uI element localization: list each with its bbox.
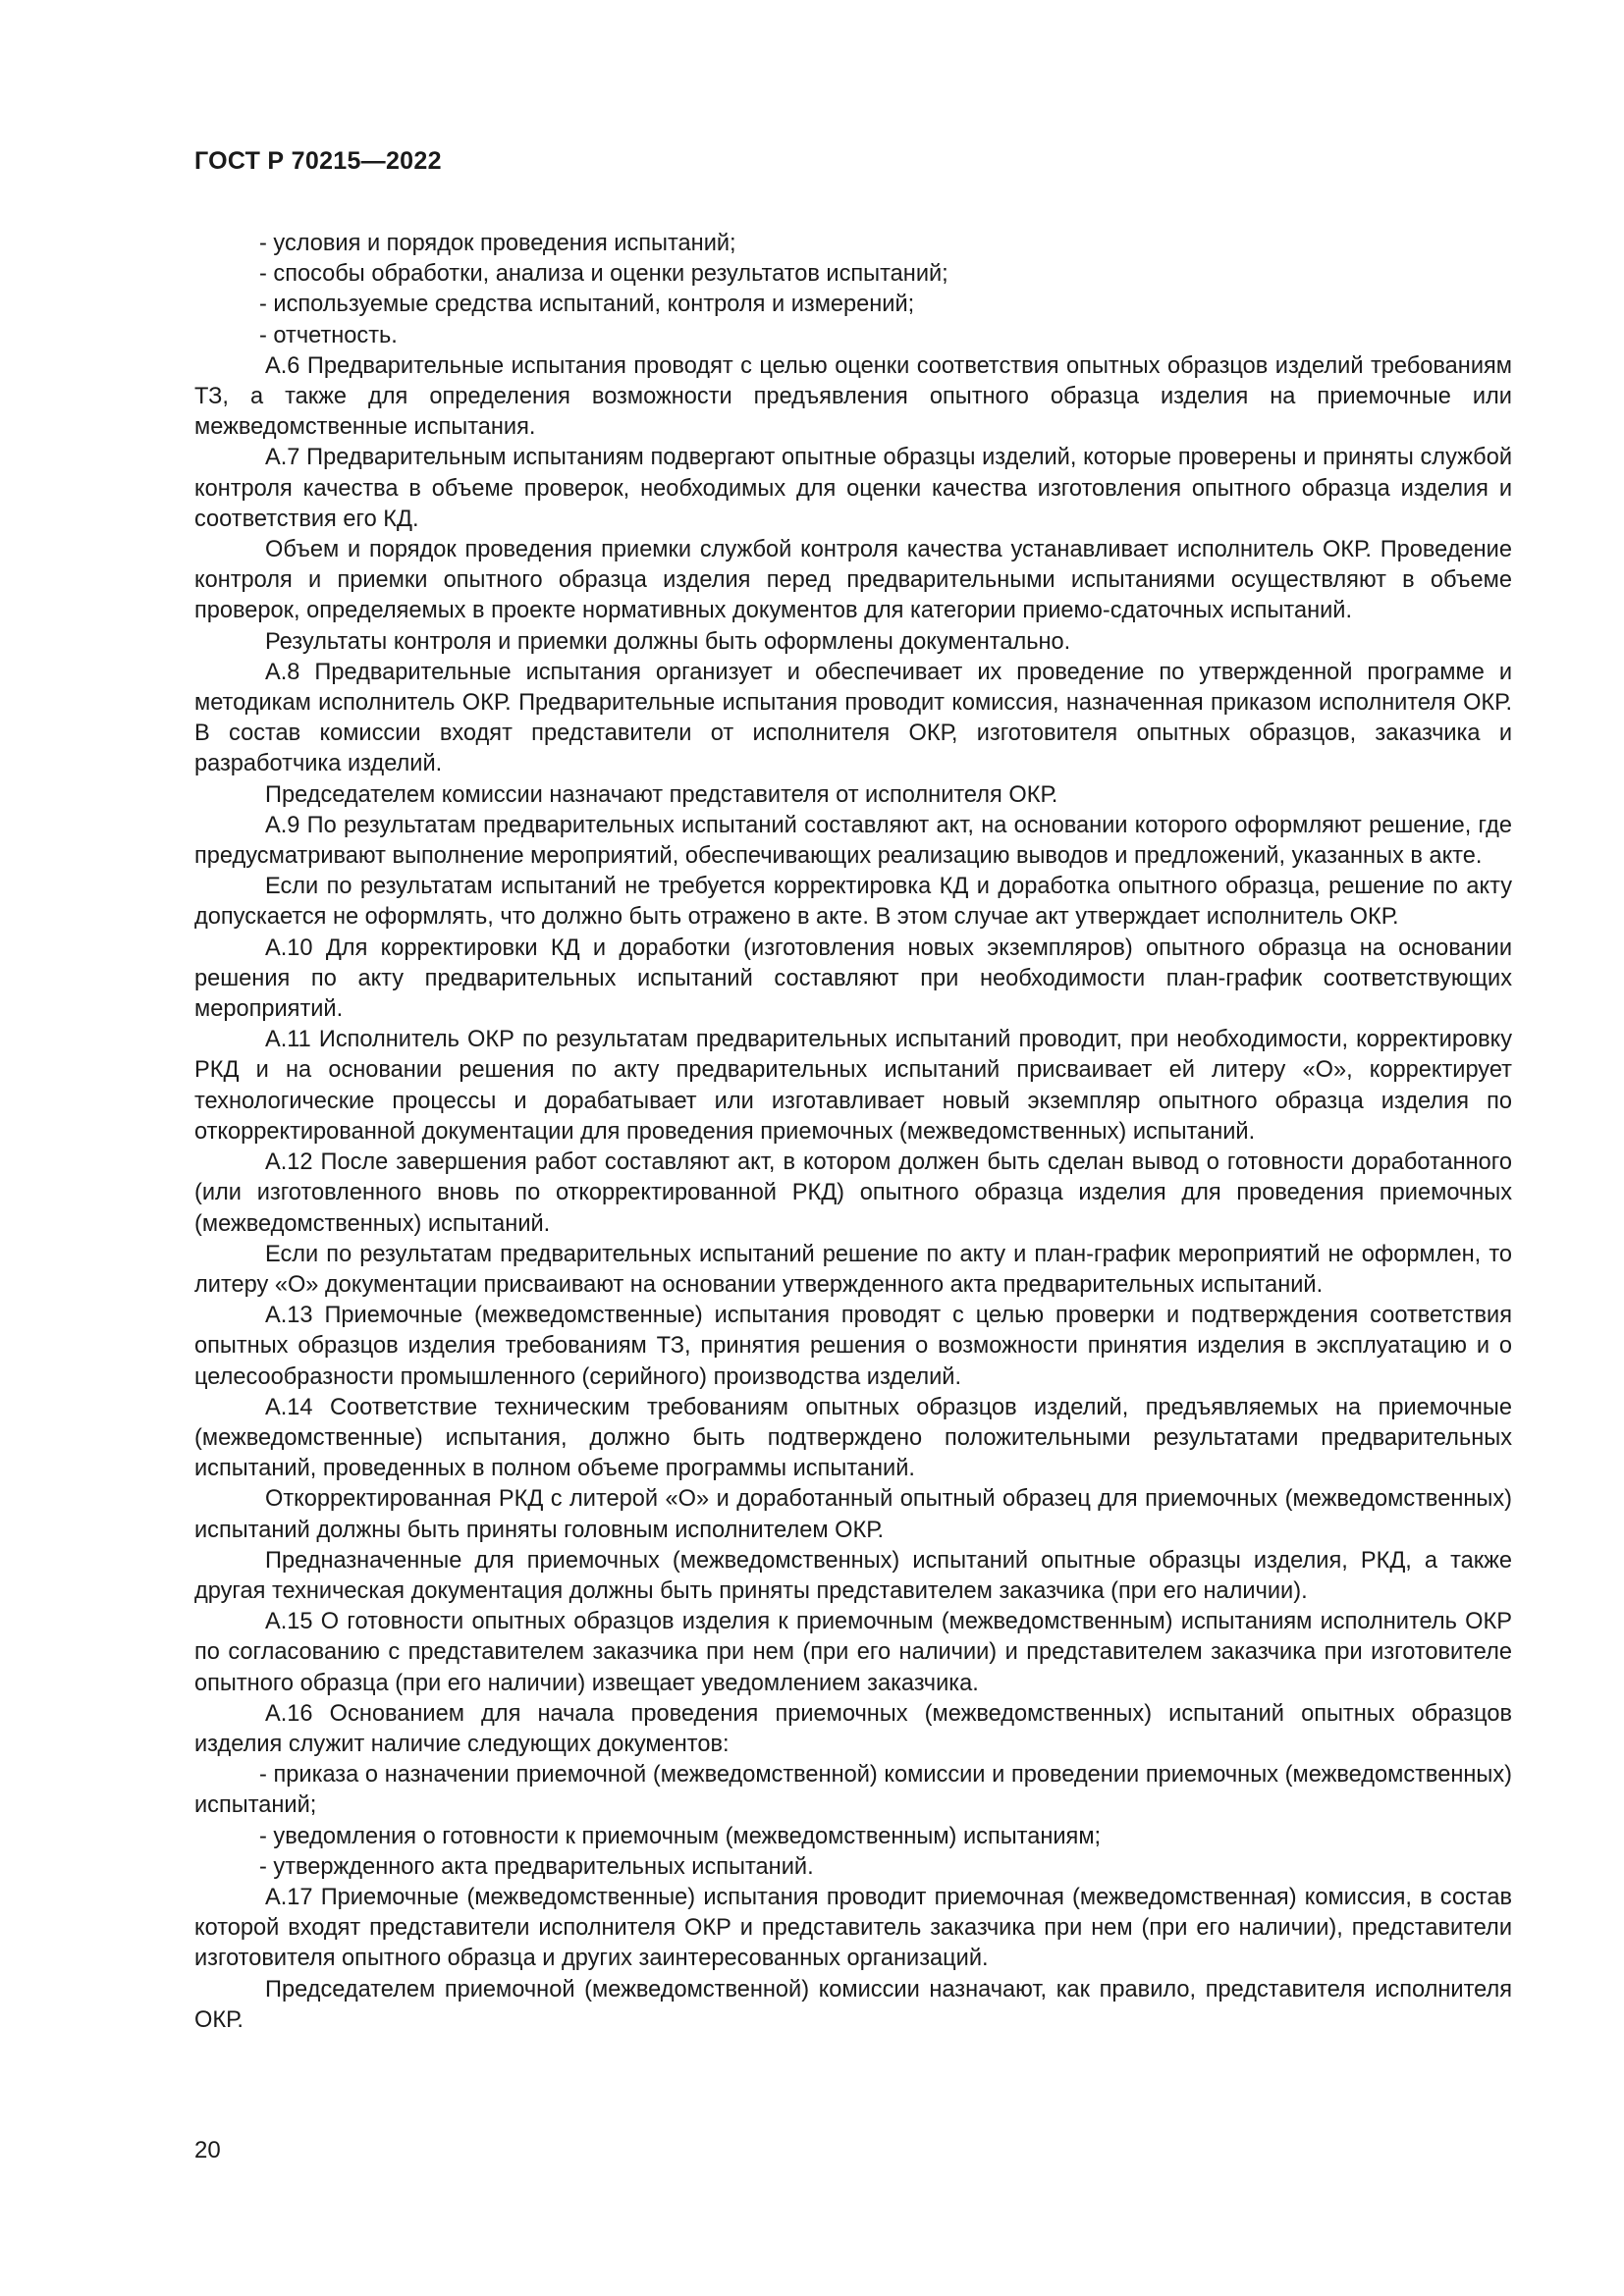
paragraph: А.8 Предварительные испытания организует и обеспечивает их проведение по утвержденной программе и методикам исполнитель ОКР. Предварительные испытания проводит комиссия, назначенная приказом исполнителя ОКР. В состав комиссии входят представители от исполнителя ОКР, изготовителя опытных образцов, заказчика и разработчика изделий. <box>194 659 1512 777</box>
list-item: - приказа о назначении приемочной (межведомственной) комиссии и проведении приемочных (межведомственных) испытаний; <box>194 1762 1512 1819</box>
paragraph: Предназначенные для приемочных (межведомственных) испытаний опытные образцы изделия, РКД, а также другая техническая документация должны быть приняты представителем заказчика (при его наличии). <box>194 1547 1512 1604</box>
list-item: - способы обработки, анализа и оценки результатов испытаний; <box>259 261 948 288</box>
paragraph: А.12 После завершения работ составляют акт, в котором должен быть сделан вывод о готовности доработанного (или изготовленного вновь по откорректированной РКД) опытного образца изделия для проведения приемочных (межведомственных) испытаний. <box>194 1149 1512 1237</box>
standard-code-header: ГОСТ Р 70215—2022 <box>194 147 442 175</box>
paragraph: А.15 О готовности опытных образцов изделия к приемочным (межведомственным) испытаниям исполнитель ОКР по согласованию с представителем заказчика при нем (при его наличии) и представителем заказчика при изготовителе опытного образца (при его наличии) извещает уведомлением заказчика. <box>194 1609 1512 1696</box>
paragraph: Если по результатам предварительных испытаний решение по акту и план-график мероприятий не оформлен, то литеру «О» документации присваивают на основании утвержденного акта предварительных испытаний. <box>194 1241 1512 1298</box>
list-item: - утвержденного акта предварительных испытаний. <box>259 1853 814 1880</box>
paragraph: А.13 Приемочные (межведомственные) испытания проводят с целью проверки и подтверждения соответствия опытных образцов изделия требованиям ТЗ, принятия решения о возможности принятия изделия в эксплуатацию и о целесообразности промышленного (серийного) производства изделий. <box>194 1303 1512 1390</box>
paragraph: Результаты контроля и приемки должны быть оформлены документально. <box>265 628 1071 655</box>
paragraph: Объем и порядок проведения приемки службой контроля качества устанавливает исполнитель ОКР. Проведение контроля и приемки опытного образца изделия перед предварительными испытаниями осуществляют в объеме проверок, определяемых в проекте нормативных документов для категории приемо-сдаточных испытаний. <box>194 537 1512 624</box>
paragraph: А.11 Исполнитель ОКР по результатам предварительных испытаний проводит, при необходимости, корректировку РКД и на основании решения по акту предварительных испытаний присваивает ей литеру «О», корректирует технологические процессы и дорабатывает или изготавливает новый экземпляр опытного образца изделия по откорректированной документации для проведения приемочных (межведомственных) испытаний. <box>194 1027 1512 1145</box>
paragraph: Откорректированная РКД с литерой «О» и доработанный опытный образец для приемочных (межведомственных) испытаний должны быть приняты головным исполнителем ОКР. <box>194 1486 1512 1543</box>
list-item: - используемые средства испытаний, контроля и измерений; <box>259 292 915 318</box>
document-body <box>194 229 1512 2036</box>
paragraph: Если по результатам испытаний не требуется корректировка КД и доработка опытного образца, решение по акту допускается не оформлять, что должно быть отражено в акте. В этом случае акт утверждает исполнитель ОКР. <box>194 874 1512 931</box>
paragraph: А.17 Приемочные (межведомственные) испытания проводит приемочная (межведомственная) комиссия, в состав которой входят представители исполнителя ОКР и представитель заказчика при нем (при его наличии), представители изготовителя опытного образца и других заинтересованных организаций. <box>194 1884 1512 1972</box>
paragraph: Председателем комиссии назначают представителя от исполнителя ОКР. <box>265 781 1058 808</box>
paragraph: А.9 По результатам предварительных испытаний составляют акт, на основании которого оформляют решение, где предусматривают выполнение мероприятий, обеспечивающих реализацию выводов и предложений, указанных в акте. <box>194 812 1512 870</box>
list-item: - отчетность. <box>259 322 398 348</box>
paragraph: А.7 Предварительным испытаниям подвергают опытные образцы изделий, которые проверены и приняты службой контроля качества в объеме проверок, необходимых для оценки качества изготовления опытного образца изделия и соответствия его КД. <box>194 445 1512 532</box>
paragraph: Председателем приемочной (межведомственной) комиссии назначают, как правило, представителя исполнителя ОКР. <box>194 1976 1512 2033</box>
paragraph: А.10 Для корректировки КД и доработки (изготовления новых экземпляров) опытного образца на основании решения по акту предварительных испытаний составляют при необходимости план-график соответствующих мероприятий. <box>194 934 1512 1023</box>
paragraph: А.14 Соответствие техническим требованиям опытных образцов изделий, предъявляемых на приемочные (межведомственные) испытания, должно быть подтверждено положительными результатами предварительных испытаний, проведенных в полном объеме программы испытаний. <box>194 1394 1512 1482</box>
page-number: 20 <box>194 2137 221 2163</box>
paragraph: А.16 Основанием для начала проведения приемочных (межведомственных) испытаний опытных образцов изделия служит наличие следующих документов: <box>194 1700 1512 1757</box>
paragraph: А.6 Предварительные испытания проводят с целью оценки соответствия опытных образцов изделий требованиям ТЗ, а также для определения возможности предъявления опытного образца изделия на приемочные или межведомственные испытания. <box>194 352 1512 441</box>
list-item: - уведомления о готовности к приемочным (межведомственным) испытаниям; <box>259 1823 1102 1849</box>
list-item: - условия и порядок проведения испытаний; <box>259 231 736 256</box>
